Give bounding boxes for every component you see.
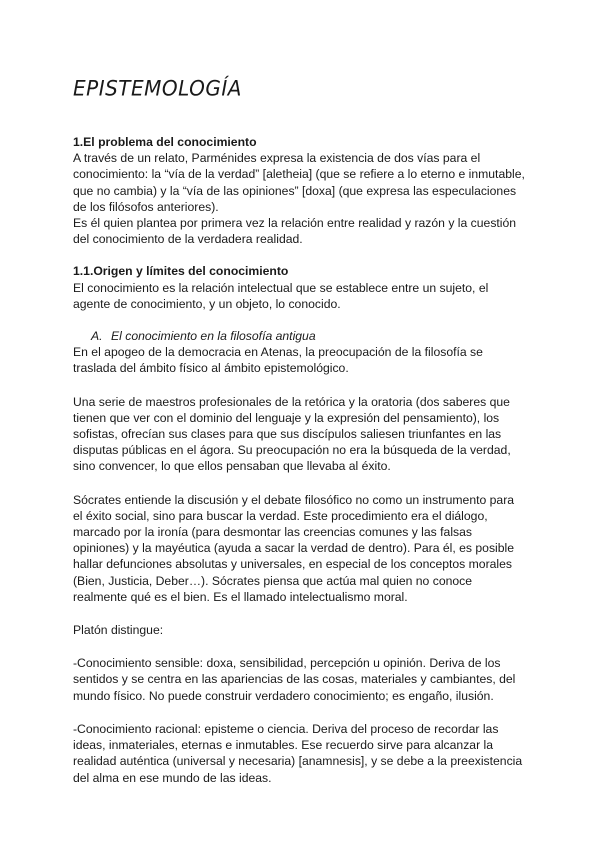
section-1-paragraph-2: Es él quien plantea por primera vez la relación entre realidad y razón y la cuestión del conocimiento de la verdadera realidad. bbox=[73, 216, 517, 247]
section-1-1-heading: 1.1.Origen y límites del conocimiento bbox=[73, 264, 289, 279]
document-title: EPISTEMOLOGÍA bbox=[73, 75, 242, 101]
subsection-a-marker: A. bbox=[91, 329, 103, 344]
subsection-a-paragraph-2: Una serie de maestros profesionales de la retórica y la oratoria (dos saberes que tienen que ver con el dominio del lenguaje y la expresión del pensamiento), los sofistas, ofrecían sus clases para que sus discípulos saliesen triunfantes en las disputas públicas en el ágora. Su preocupación no era la búsqueda de la verdad, sino convencer, lo que ellos pensaban que llevaba al éxito. bbox=[73, 394, 511, 474]
spacer bbox=[73, 312, 525, 328]
spacer bbox=[73, 475, 525, 492]
subsection-a-paragraph-5: -Conocimiento sensible: doxa, sensibilidad, percepción u opinión. Deriva de los sentidos y se centra en las apariencias de las cosas, materiales y cambiantes, del mundo físico. No puede construir verdadero conocimiento; es engaño, ilusión. bbox=[73, 656, 516, 703]
spacer bbox=[73, 377, 525, 394]
subsection-a-title: El conocimiento en la filosofía antigua bbox=[111, 329, 316, 344]
subsection-a-paragraph-4: Platón distingue: bbox=[73, 623, 164, 638]
spacer bbox=[73, 638, 525, 655]
spacer bbox=[73, 704, 525, 721]
spacer bbox=[73, 605, 525, 622]
section-1-paragraph-1: A través de un relato, Parménides expresa la existencia de dos vías para el conocimiento: la “vía de la verdad” [aletheia] (que se refiere a lo eterno e inmutable, que no cambia) y la “vía de las opiniones” [doxa] (que expresa las especulaciones de los filósofos anteriores). bbox=[73, 151, 525, 214]
subsection-a-paragraph-1: En el apogeo de la democracia en Atenas, la preocupación de la filosofía se traslada del ámbito físico al ámbito epistemológico. bbox=[73, 345, 483, 376]
spacer bbox=[73, 247, 525, 263]
subsection-a-paragraph-3: Sócrates entiende la discusión y el debate filosófico no como un instrumento para el éxito social, sino para buscar la verdad. Este procedimiento era el diálogo, marcado por la ironía (para desmontar las creencias comunes y las falsas opiniones) y la mayéutica (ayuda a sacar la verdad de dentro). Para él, es posible hallar defunciones absolutas y universales, en especial de los conceptos morales (Bien, Justicia, Deber…). Sócrates piensa que actúa mal quien no conoce realmente qué es el bien. Es el llamado intelectualismo moral. bbox=[73, 492, 515, 604]
section-1-heading: 1.El problema del conocimiento bbox=[73, 135, 257, 149]
subsection-a-paragraph-6: -Conocimiento racional: episteme o ciencia. Deriva del proceso de recordar las ideas, inmateriales, eternas e inmutables. Ese recuerdo sirve para alcanzar la realidad auténtica (universal y necesaria) [anamnesis], y se debe a la preexistencia del alma en ese mundo de las ideas. bbox=[73, 721, 523, 785]
document-body bbox=[73, 134, 525, 786]
section-1-1-paragraph-1: El conocimiento es la relación intelectual que se establece entre un sujeto, el agente de conocimiento, y un objeto, lo conocido. bbox=[73, 280, 489, 311]
subsection-a-heading bbox=[73, 328, 525, 344]
